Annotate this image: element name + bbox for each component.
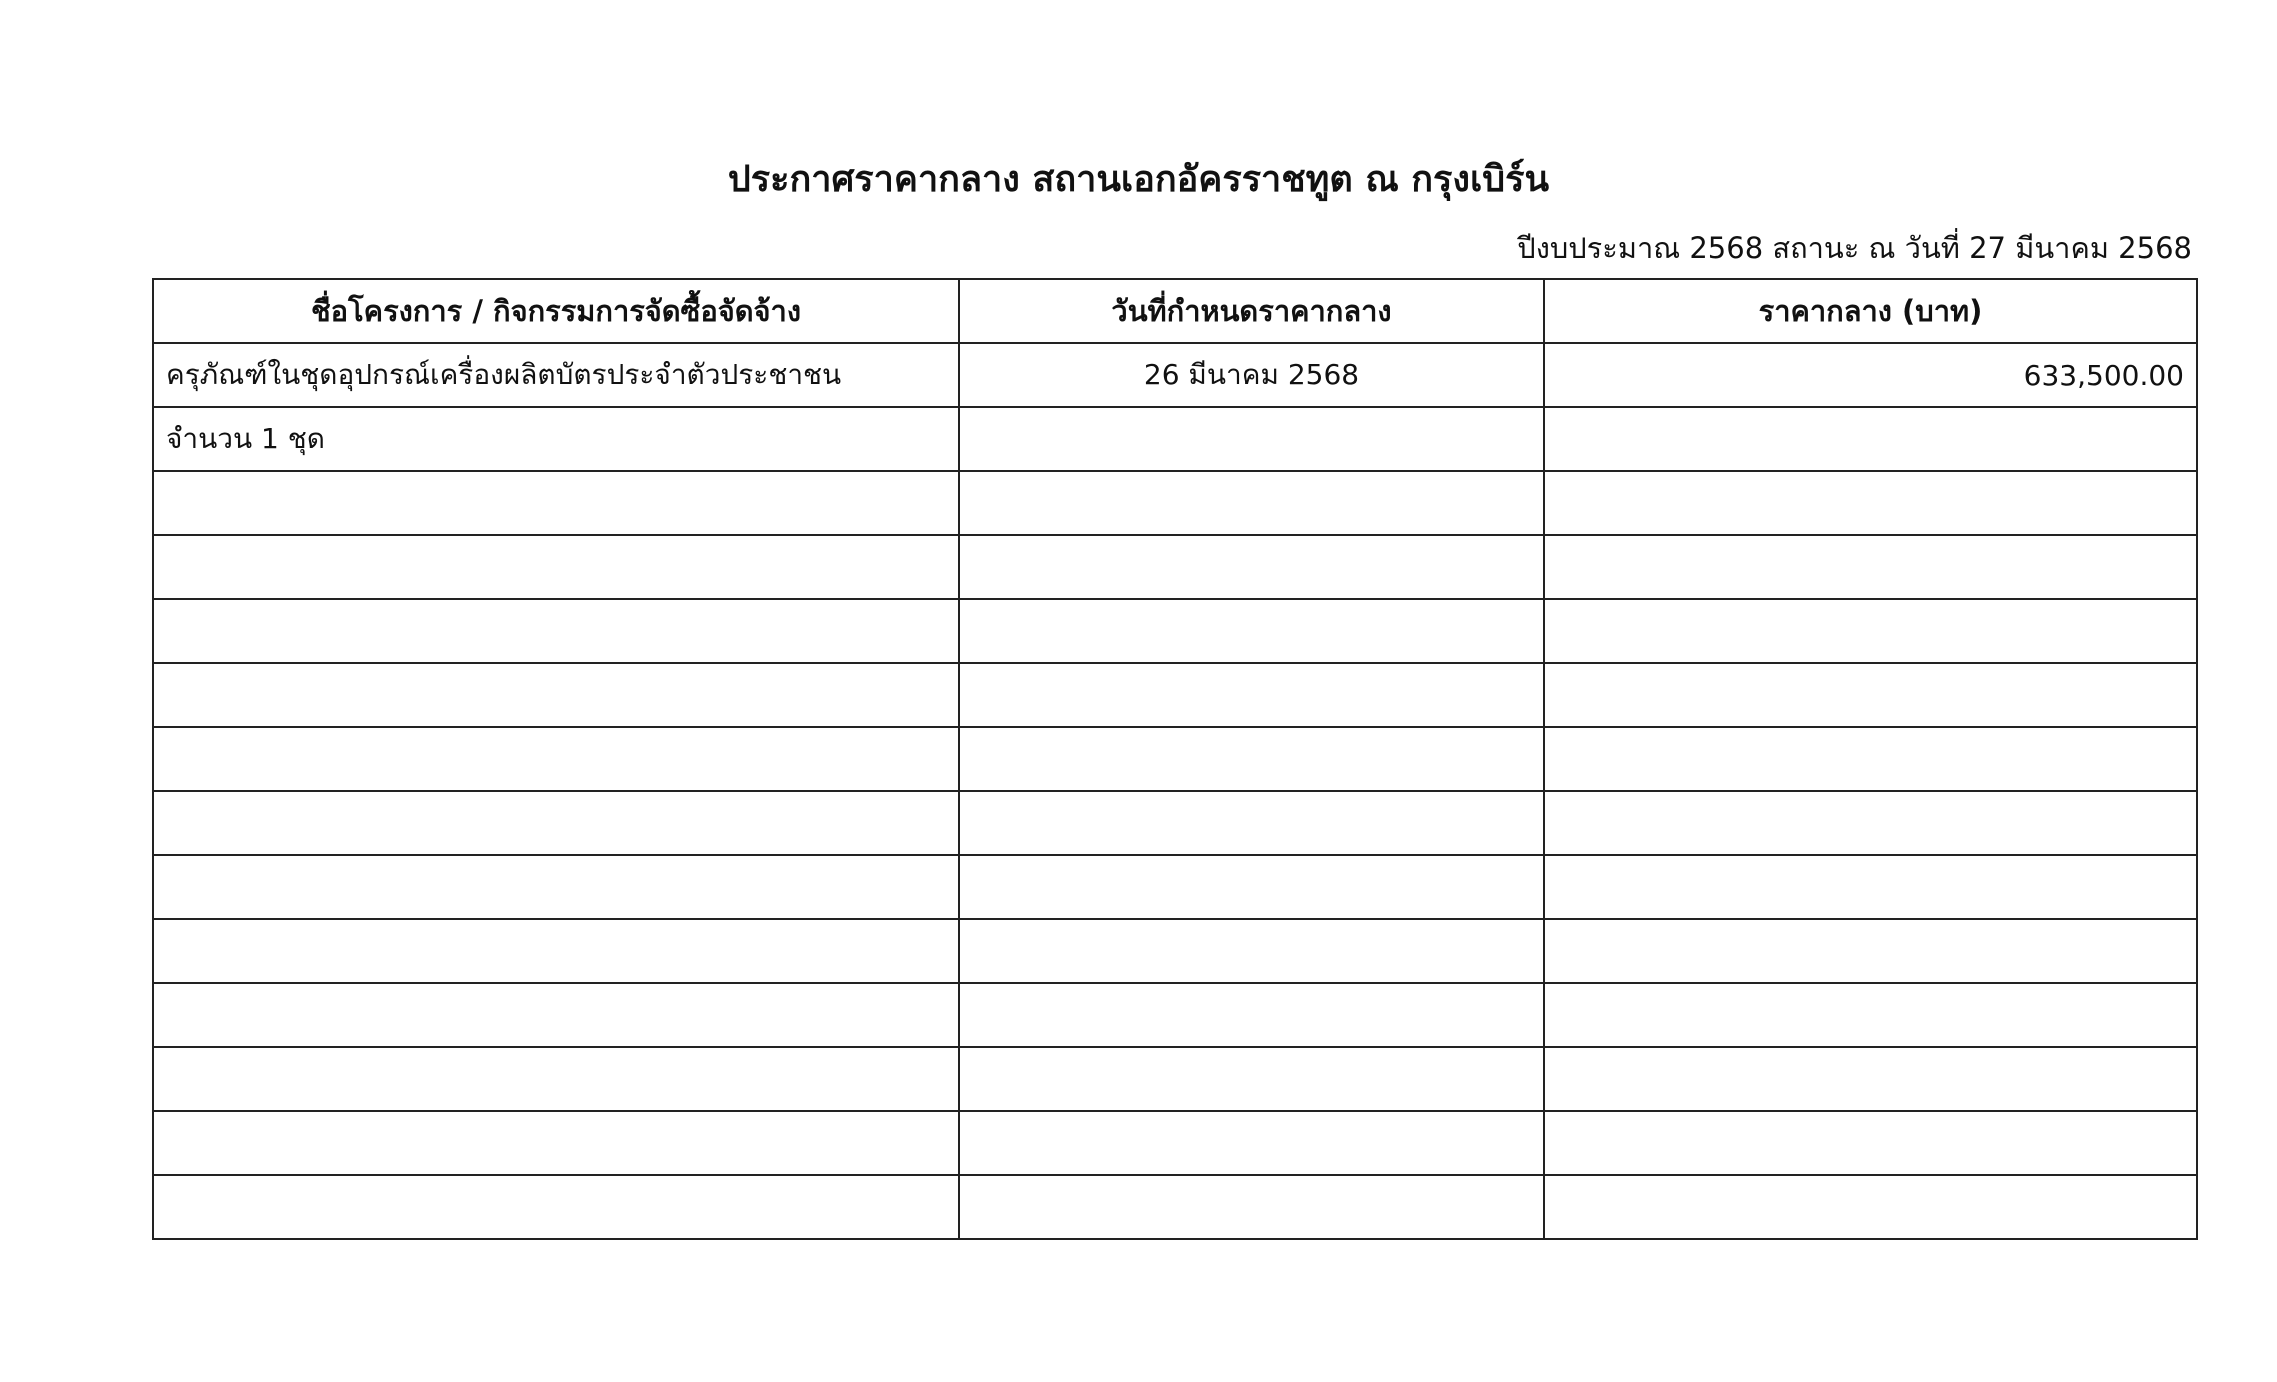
price-date-cell (959, 599, 1544, 663)
table-row (153, 471, 2197, 535)
reference-price-cell (1544, 983, 2197, 1047)
reference-price-cell: 633,500.00 (1544, 343, 2197, 407)
header-price-date: วันที่กำหนดราคากลาง (959, 279, 1544, 343)
table-row (153, 855, 2197, 919)
price-date-cell (959, 791, 1544, 855)
table-header-row (153, 279, 2197, 343)
table-row (153, 407, 2197, 471)
table-row (153, 663, 2197, 727)
price-date-cell (959, 1111, 1544, 1175)
price-date-cell (959, 663, 1544, 727)
reference-price-cell (1544, 599, 2197, 663)
reference-price-cell (1544, 407, 2197, 471)
project-name-cell (153, 535, 959, 599)
project-name-cell (153, 1175, 959, 1239)
price-date-cell (959, 983, 1544, 1047)
price-date-cell (959, 855, 1544, 919)
project-name-cell (153, 663, 959, 727)
project-name-cell (153, 855, 959, 919)
reference-price-cell (1544, 535, 2197, 599)
project-name-cell: ครุภัณฑ์ในชุดอุปกรณ์เครื่องผลิตบัตรประจำตัวประชาชน (153, 343, 959, 407)
price-date-cell (959, 919, 1544, 983)
header-project-name: ชื่อโครงการ / กิจกรรมการจัดซื้อจัดจ้าง (153, 279, 959, 343)
project-name-cell: จำนวน 1 ชุด (153, 407, 959, 471)
price-date-cell (959, 407, 1544, 471)
project-name-cell (153, 791, 959, 855)
reference-price-cell (1544, 663, 2197, 727)
table-row (153, 343, 2197, 407)
table-row (153, 1111, 2197, 1175)
page-title: ประกาศราคากลาง สถานเอกอัครราชทูต ณ กรุงเบิร์น (727, 159, 1550, 200)
table-row (153, 1175, 2197, 1239)
reference-price-cell (1544, 1047, 2197, 1111)
project-name-cell (153, 1111, 959, 1175)
project-name-cell (153, 727, 959, 791)
project-name-cell (153, 919, 959, 983)
fiscal-year-status: ปีงบประมาณ 2568 สถานะ ณ วันที่ 27 มีนาคม 2568 (1517, 231, 2192, 265)
table-row (153, 983, 2197, 1047)
project-name-cell (153, 983, 959, 1047)
table-row (153, 791, 2197, 855)
reference-price-table (152, 278, 2198, 1240)
reference-price-cell (1544, 727, 2197, 791)
table-row (153, 919, 2197, 983)
price-date-cell (959, 1175, 1544, 1239)
table-row (153, 727, 2197, 791)
header-reference-price: ราคากลาง (บาท) (1544, 279, 2197, 343)
price-date-cell (959, 471, 1544, 535)
reference-price-cell (1544, 791, 2197, 855)
project-name-cell (153, 1047, 959, 1111)
project-name-cell (153, 471, 959, 535)
price-date-cell (959, 727, 1544, 791)
reference-price-cell (1544, 1111, 2197, 1175)
project-name-cell (153, 599, 959, 663)
table-row (153, 1047, 2197, 1111)
price-date-cell (959, 535, 1544, 599)
reference-price-cell (1544, 855, 2197, 919)
reference-price-cell (1544, 919, 2197, 983)
table-row (153, 535, 2197, 599)
reference-price-cell (1544, 471, 2197, 535)
price-date-cell: 26 มีนาคม 2568 (959, 343, 1544, 407)
reference-price-cell (1544, 1175, 2197, 1239)
table-row (153, 599, 2197, 663)
price-date-cell (959, 1047, 1544, 1111)
